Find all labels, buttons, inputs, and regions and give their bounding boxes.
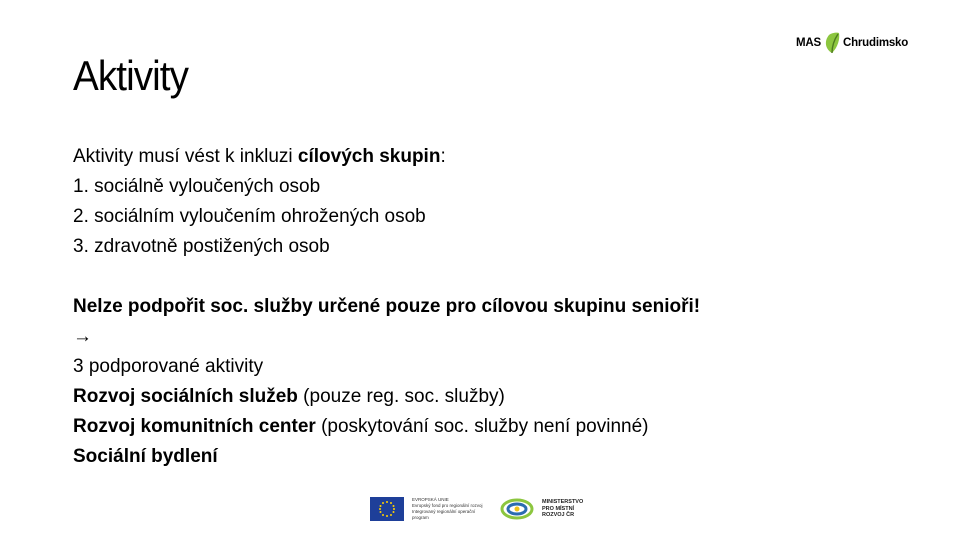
- intro-prefix: Aktivity musí vést k inkluzi: [73, 146, 298, 167]
- logo-mas-text: MAS: [796, 37, 821, 49]
- warning-line: [73, 292, 893, 322]
- intro-bold: cílových skupin: [297, 146, 441, 167]
- target-group-item: 2. sociálním vyloučením ohrožených osob: [73, 206, 426, 227]
- mas-chrudimsko-logo: [796, 30, 908, 56]
- arrow-line: →: [73, 326, 92, 347]
- activity-note: (poskytování soc. služby není povinné): [315, 416, 649, 437]
- activity-note: (pouze reg. soc. služby): [297, 386, 505, 407]
- activity-item: [73, 382, 893, 412]
- activity-item: [73, 442, 893, 472]
- target-group-item: 1. sociálně vyloučených osob: [73, 176, 321, 197]
- activity-name: Rozvoj sociálních služeb: [73, 386, 298, 407]
- activities-header: 3 podporované aktivity: [73, 356, 264, 377]
- logo-chrudimsko-text: Chrudimsko: [842, 37, 909, 49]
- mmr-caption: MINISTERSTVO PRO MÍSTNÍ ROZVOJ ČR: [542, 499, 584, 519]
- activity-item: [73, 412, 893, 442]
- eu-caption: EVROPSKÁ UNIE Evropský fond pro regionální rozvoj Integrovaný regionální operační program: [412, 497, 483, 520]
- warning-text: Nelze podpořit soc. služby určené pouze pro cílovou skupinu senioři!: [73, 296, 701, 317]
- spacer: [73, 262, 893, 292]
- slide-body: [73, 142, 893, 472]
- mmr-logo-icon: [500, 497, 534, 521]
- leaf-icon: [823, 31, 841, 55]
- intro-line: [73, 142, 893, 172]
- activity-name: Rozvoj komunitních center: [73, 416, 316, 437]
- activity-name: Sociální bydlení: [73, 446, 218, 467]
- eu-flag-icon: [370, 497, 404, 521]
- target-group-item: 3. zdravotně postižených osob: [73, 236, 330, 257]
- intro-suffix: :: [440, 146, 446, 167]
- funding-logos: [370, 495, 598, 523]
- slide-title: Aktivity: [73, 52, 189, 99]
